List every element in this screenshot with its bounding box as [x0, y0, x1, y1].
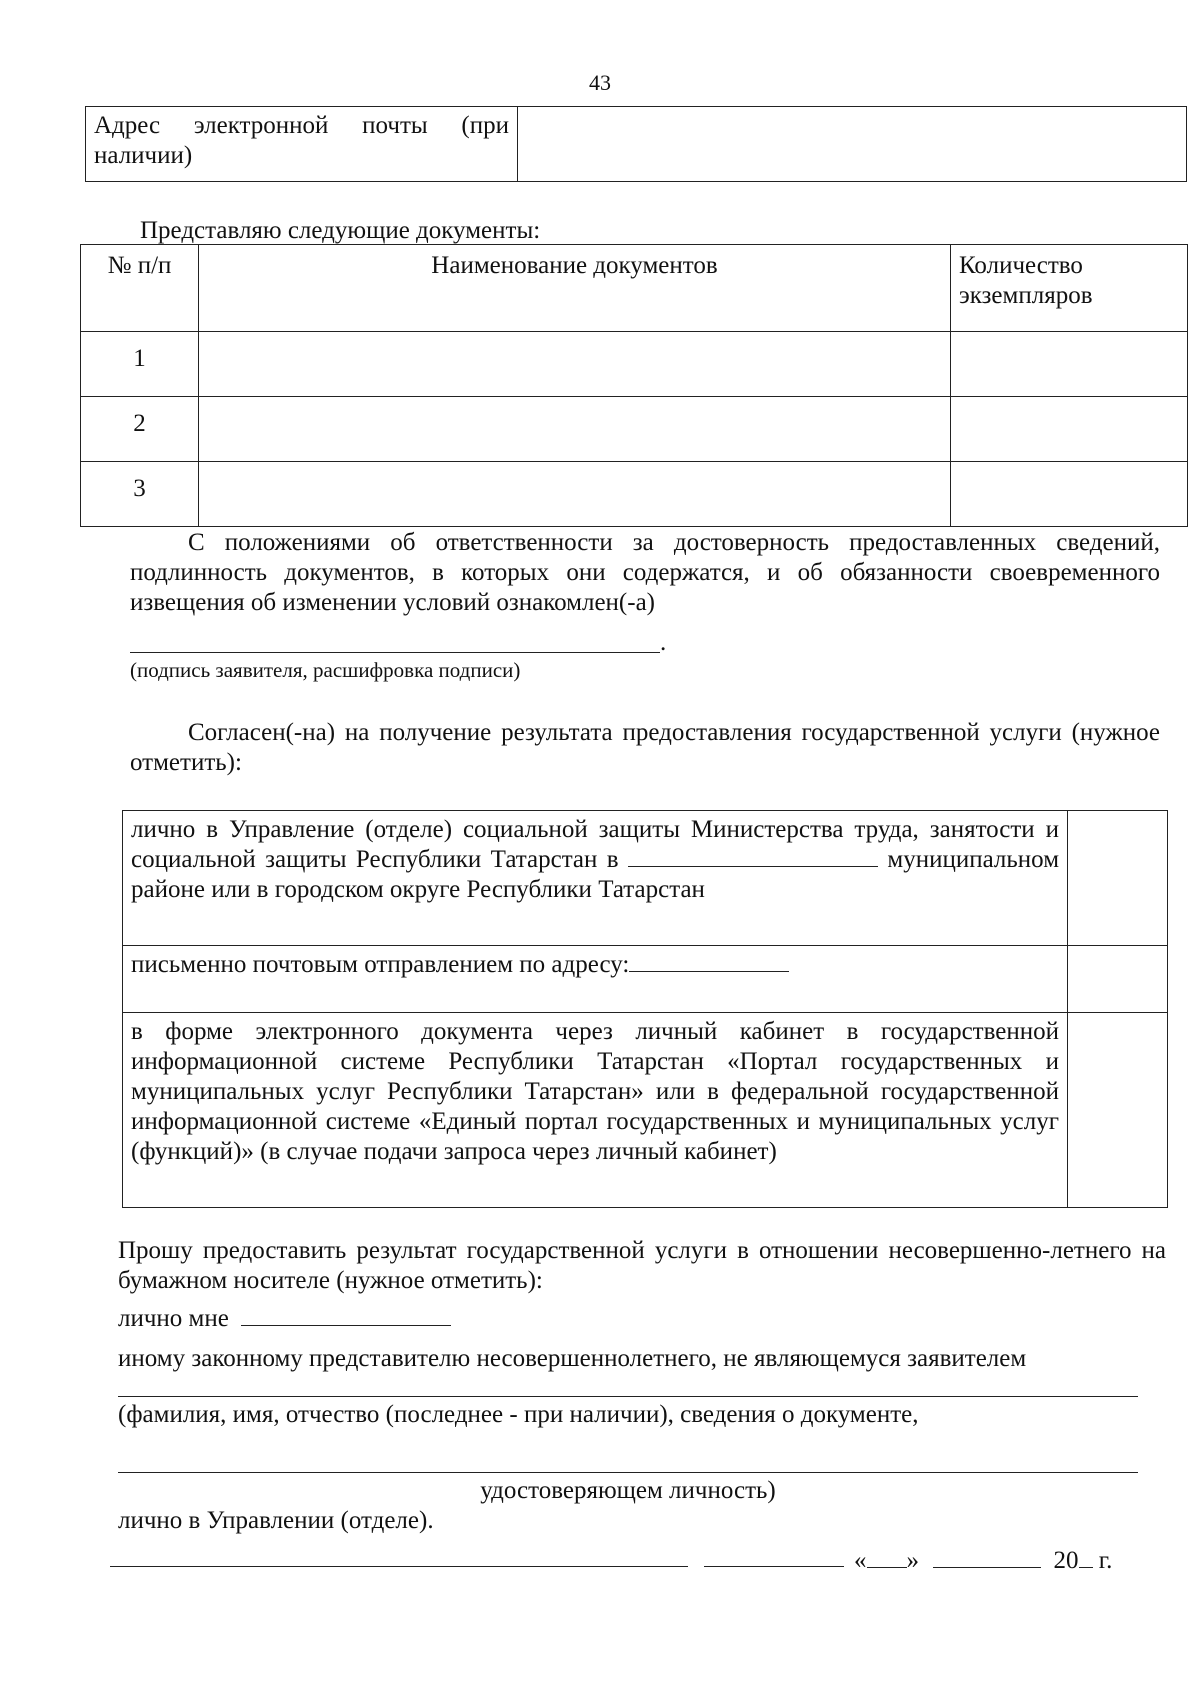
option-in-person-checkbox[interactable]: [1068, 811, 1168, 946]
option-mail: [123, 946, 1068, 1013]
table-row: [81, 397, 1188, 462]
delivery-options-table: [122, 810, 1168, 1208]
name-caption: (фамилия, имя, отчество (последнее - при наличии), сведения о документе,: [118, 1401, 919, 1428]
header-name: Наименование документов: [199, 245, 951, 332]
page-number: 43: [589, 70, 611, 95]
applicant-signature-line[interactable]: [130, 634, 660, 653]
row-num: 3: [81, 462, 199, 527]
option-mail-checkbox[interactable]: [1068, 946, 1168, 1013]
district-blank[interactable]: [628, 848, 878, 867]
row-name-cell[interactable]: [199, 397, 951, 462]
other-rep-blank[interactable]: [118, 1394, 1138, 1397]
row-num: 2: [81, 397, 199, 462]
other-rep-label: иному законному представителю несовершеннолетнего, не являющемуся заявителем: [118, 1345, 1027, 1372]
row-num: 1: [81, 332, 199, 397]
email-label: Адрес электронной почты (при наличии): [86, 107, 518, 182]
table-row: [81, 332, 1188, 397]
month-blank[interactable]: [933, 1549, 1041, 1568]
in-office-label: лично в Управлении (отделе).: [118, 1507, 434, 1534]
option-in-person-text: лично в Управление (отделе) социальной защиты Министерства труда, занятости и социальной защиты Республики Татарстан в: [131, 816, 1059, 873]
option-in-person: [123, 811, 1068, 946]
document-blank[interactable]: [118, 1470, 1138, 1473]
quote-close: »: [906, 1547, 919, 1574]
row-name-cell[interactable]: [199, 332, 951, 397]
signature-name-line[interactable]: [110, 1566, 688, 1567]
documents-table: [80, 244, 1188, 527]
signature-line[interactable]: [704, 1566, 844, 1567]
email-value-cell[interactable]: [518, 107, 1187, 182]
email-table: [85, 106, 1187, 182]
option-electronic-checkbox[interactable]: [1068, 1013, 1168, 1208]
header-qty: Количество экземпляров: [951, 245, 1188, 332]
year-suffix: г.: [1092, 1547, 1113, 1574]
option-mail-text: письменно почтовым отправлением по адресу:: [131, 951, 630, 978]
header-num: № п/п: [81, 245, 199, 332]
responsibility-text: С положениями об ответственности за достоверность предоставленных сведений, подлинность документов, в которых они содержатся, и об обязанности своевременного извещения об изменении условий ознакомлен(-а): [130, 529, 1160, 616]
minor-request-text: Прошу предоставить результат государственной услуги в отношении несовершенно-летнего на бумажном носителе (нужное отметить):: [118, 1237, 1166, 1294]
mail-address-blank[interactable]: [629, 953, 789, 972]
table-row: [81, 462, 1188, 527]
row-qty-cell[interactable]: [951, 462, 1188, 527]
row-name-cell[interactable]: [199, 462, 951, 527]
row-qty-cell[interactable]: [951, 332, 1188, 397]
consent-text: Согласен(-на) на получение результата предоставления государственной услуги (нужное отметить):: [130, 719, 1160, 776]
identity-caption: удостоверяющем личность): [480, 1477, 776, 1504]
documents-intro: Представляю следующие документы:: [140, 217, 541, 244]
final-signature-row: [110, 1546, 1170, 1586]
day-blank[interactable]: [867, 1549, 907, 1568]
personal-line: [118, 1304, 451, 1334]
signature-line-end: .: [660, 629, 667, 656]
year-blank[interactable]: [1079, 1549, 1093, 1568]
personal-label: лично мне: [118, 1305, 229, 1332]
quote-open: «: [854, 1547, 867, 1574]
date-field: [854, 1546, 1112, 1576]
personal-blank[interactable]: [241, 1307, 451, 1326]
row-qty-cell[interactable]: [951, 397, 1188, 462]
option-electronic: в форме электронного документа через личный кабинет в государственной информационной системе Республики Татарстан «Портал государственных и муниципальных услуг Республики Татарстан» или в федеральной государственной информационной системе «Единый портал государственных и муниципальных услуг (функций)» (в случае подачи запроса через личный кабинет): [123, 1013, 1068, 1208]
option-in-person-text-2: муниципальном районе или в городском округе Республики Татарстан: [131, 846, 1060, 903]
signature-caption: (подпись заявителя, расшифровка подписи): [130, 658, 521, 682]
year-prefix: 20: [1053, 1547, 1079, 1574]
